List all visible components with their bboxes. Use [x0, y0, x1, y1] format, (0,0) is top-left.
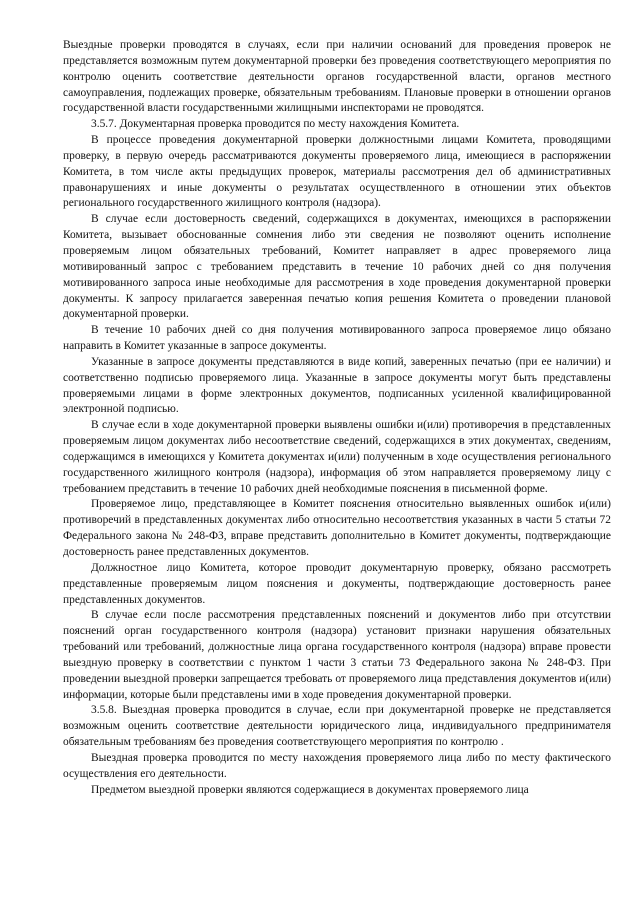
- paragraph-errors-contradictions: В случае если в ходе документарной проверки выявлены ошибки и(или) противоречия в представленных проверяемым лицом документах либо несоответствие сведений, содержащихся в этих документах, сведениям, содержащимся в имеющихся у Комитета документах и(или) полученным в ходе осуществления регионального государственного жилищного контроля (надзора), информация об этом направляется проверяемому лицу с требованием представить в течение 10 рабочих дней необходимые пояснения в письменной форме.: [63, 419, 611, 495]
- paragraph-document-copies: Указанные в запросе документы представляются в виде копий, заверенных печатью (при ее наличии) и соответственно подписью проверяемого лица. Указанные в запросе документы могут быть представлены проверяемыми лицами в форме электронных документов, подписанных усиленной квалифицированной электронной подписью.: [63, 355, 611, 416]
- paragraph-violation-signs: В случае если после рассмотрения представленных пояснений и документов либо при отсутствии пояснений орган государственного контроля (надзора) установит признаки нарушения обязательных требований или требований, должностные лица органа государственного контроля (надзора) вправе провести выездную проверку в соответствии с пунктом 1 части 3 статьи 73 Федерального закона № 248-ФЗ. При проведении выездной проверки запрещается требовать от проверяемого лица представления документов и(или) информации, которые были представлены ими в ходе проведения документарной проверки.: [63, 609, 611, 701]
- paragraph-inspection-location: Выездная проверка проводится по месту нахождения проверяемого лица либо по месту фактического осуществления его деятельности.: [63, 751, 611, 780]
- paragraph-inspection-subject: Предметом выездной проверки являются содержащиеся в документах проверяемого лица: [91, 783, 529, 796]
- paragraph-reasoned-request: В случае если достоверность сведений, содержащихся в документах, имеющихся в распоряжении Комитета, вызывает обоснованные сомнения либо эти сведения не позволяют оценить исполнение проверяемым лицом обязательных требований, Комитет направляет в адрес проверяемого лица мотивированный запрос с требованием представить в течение 10 рабочих дней со дня получения мотивированного запроса иные необходимые для рассмотрения в ходе проведения документарной проверки документы. К запросу прилагается заверенная печатью копия решения Комитета о проведении плановой документарной проверки.: [63, 213, 611, 321]
- paragraph-official-review: Должностное лицо Комитета, которое проводит документарную проверку, обязано рассмотреть представленные проверяемым лицом пояснения и документы, подтверждающие достоверность ранее представленных документов.: [63, 561, 611, 606]
- paragraph-explanations: Проверяемое лицо, представляющее в Комитет пояснения относительно выявленных ошибок и(или) противоречий в представленных документах либо относительно несоответствия указанных в части 5 статьи 72 Федерального закона № 248-ФЗ, вправе представить дополнительно в Комитет документы, подтверждающие достоверность ранее представленных документов.: [63, 498, 611, 558]
- paragraph-on-site-inspections: Выездные проверки проводятся в случаях, если при наличии оснований для проведения проверок не представляется возможным путем документарной проверки без проведения соответствующего мероприятия по контролю оценить соответствие деятельности органов государственной власти, органов местного самоуправления, подлежащих проверке, обязательным требованиям. Плановые проверки в отношении органов государственной власти государственными жилищными инспекторами не проводятся.: [63, 39, 611, 115]
- document-page: [63, 38, 611, 799]
- paragraph-3-5-8: 3.5.8. Выездная проверка проводится в случае, если при документарной проверке не представляется возможным оценить соответствие деятельности юридического лица, индивидуального предпринимателя обязательным требованиям без проведения соответствующего мероприятия по контролю .: [63, 704, 611, 749]
- paragraph-documentary-review-process: В процессе проведения документарной проверки должностными лицами Комитета, проводящими проверку, в первую очередь рассматриваются документы проверяемого лица, имеющиеся в распоряжении Комитета, в том числе акты предыдущих проверок, материалы рассмотрения дел об административных правонарушениях и иные документы о результатах осуществленного в отношении этих объектов регионального государственного жилищного контроля (надзора).: [63, 134, 611, 210]
- paragraph-ten-days-obligation: В течение 10 рабочих дней со дня получения мотивированного запроса проверяемое лицо обязано направить в Комитет указанные в запросе документы.: [63, 324, 611, 353]
- paragraph-3-5-7: 3.5.7. Документарная проверка проводится по месту нахождения Комитета.: [91, 118, 460, 131]
